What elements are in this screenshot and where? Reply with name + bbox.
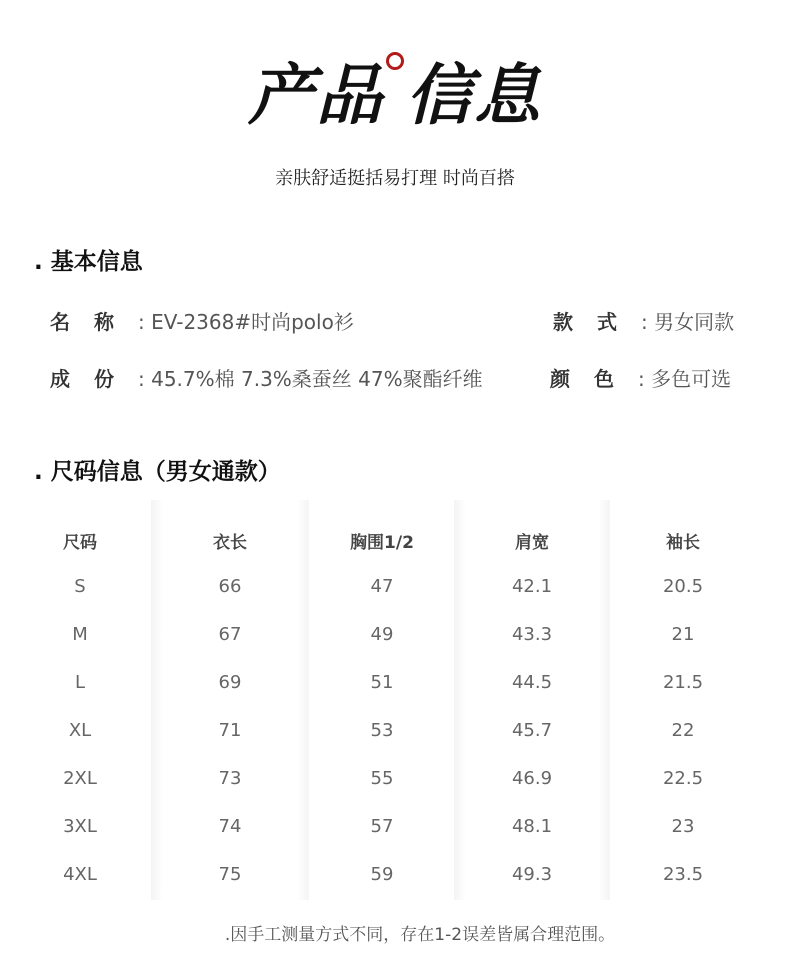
table-cell: 59 (370, 864, 394, 885)
table-cell: 71 (218, 720, 242, 741)
table-cell: 45.7 (511, 720, 553, 741)
table-cell: 23.5 (662, 864, 704, 885)
style-row (553, 306, 734, 335)
table-cell: 67 (218, 624, 242, 645)
table-cell: 22.5 (662, 768, 704, 789)
basic-info-heading: . 基本信息 (34, 249, 143, 275)
table-cell: 48.1 (511, 816, 553, 837)
title-part1: 产品 (248, 56, 384, 134)
table-cell: 44.5 (511, 672, 553, 693)
table-cell: 20.5 (662, 576, 704, 597)
column-shoulder (454, 500, 610, 900)
column-length (151, 500, 309, 900)
table-cell: 43.3 (511, 624, 553, 645)
table-cell: 74 (218, 816, 242, 837)
column-header: 肩宽 (515, 533, 549, 553)
table-cell: 3XL (63, 816, 97, 837)
table-cell: S (74, 576, 86, 597)
column-header: 袖长 (666, 533, 700, 553)
column-header: 胸围1/2 (350, 533, 414, 553)
table-cell: 46.9 (511, 768, 553, 789)
table-cell: 55 (370, 768, 394, 789)
column-chest (308, 500, 456, 900)
style-label: 款式 (553, 310, 641, 334)
table-cell: 2XL (63, 768, 97, 789)
title-part2: 信息 (406, 56, 542, 134)
column-size (16, 500, 144, 900)
page-title (0, 50, 790, 140)
column-header: 尺码 (63, 533, 97, 553)
table-cell: 47 (370, 576, 394, 597)
table-cell: 69 (218, 672, 242, 693)
table-cell: 21.5 (662, 672, 704, 693)
style-value: : 男女同款 (641, 310, 735, 334)
table-cell: 53 (370, 720, 394, 741)
table-cell: 4XL (63, 864, 97, 885)
column-sleeve (605, 500, 761, 900)
material-label: 成份 (50, 367, 138, 391)
name-row (50, 306, 354, 335)
table-cell: 57 (370, 816, 394, 837)
color-row (550, 363, 731, 392)
table-cell: L (74, 672, 86, 693)
size-info-heading: . 尺码信息（男女通款） (34, 459, 281, 485)
table-cell: 21 (671, 624, 695, 645)
table-cell: 22 (671, 720, 695, 741)
table-cell: 49 (370, 624, 394, 645)
material-value: : 45.7%棉 7.3%桑蚕丝 47%聚酯纤维 (138, 367, 483, 391)
circle-ornament-icon (386, 52, 404, 70)
color-label: 颜色 (550, 367, 638, 391)
table-cell: 66 (218, 576, 242, 597)
name-label: 名称 (50, 310, 138, 334)
table-cell: 42.1 (511, 576, 553, 597)
name-value: : EV-2368#时尚polo衫 (138, 310, 354, 334)
table-cell: XL (68, 720, 92, 741)
table-cell: M (72, 624, 88, 645)
table-cell: 49.3 (511, 864, 553, 885)
table-cell: 75 (218, 864, 242, 885)
table-cell: 51 (370, 672, 394, 693)
size-table (16, 500, 772, 900)
subtitle: 亲肤舒适挺括易打理 时尚百搭 (275, 168, 515, 189)
column-header: 衣长 (213, 533, 247, 553)
color-value: : 多色可选 (638, 367, 732, 391)
measurement-footnote: .因手工测量方式不同，存在1-2误差皆属合理范围。 (224, 925, 616, 945)
material-row (50, 363, 483, 392)
table-cell: 73 (218, 768, 242, 789)
table-cell: 23 (671, 816, 695, 837)
